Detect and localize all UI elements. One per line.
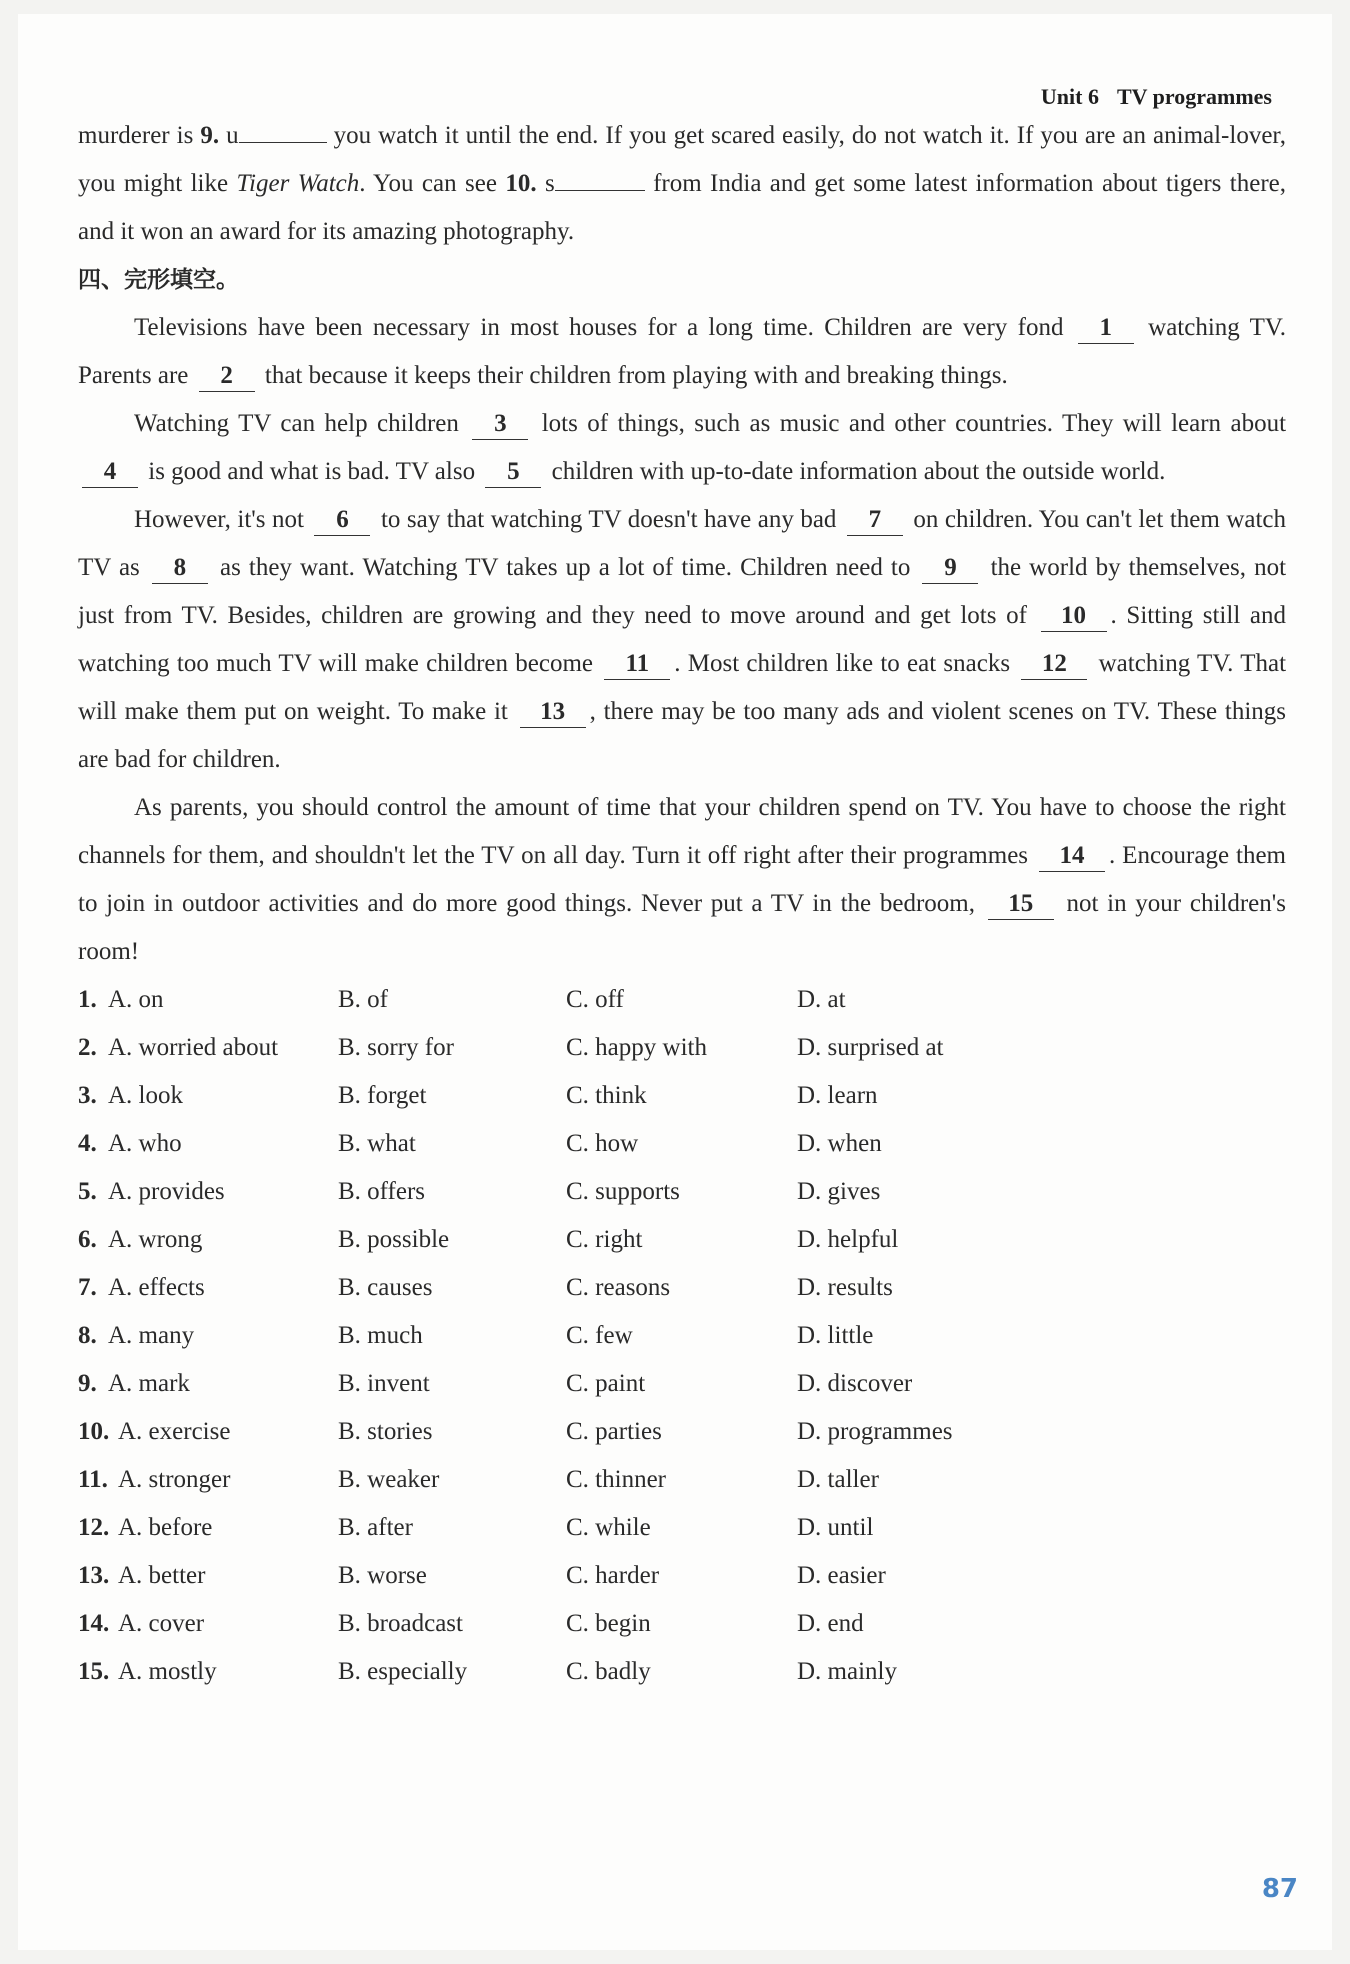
- text: the world by themselves, not just from TV. Besides, children are growing and they need to move around and get lots of: [78, 554, 1287, 629]
- blank-11[interactable]: 11: [604, 649, 670, 680]
- text: as they want. Watching TV takes up a lot of time. Children need to: [219, 554, 911, 581]
- option-a[interactable]: A. before: [118, 1514, 213, 1541]
- option-c[interactable]: C. while: [566, 1514, 651, 1541]
- option-c[interactable]: C. badly: [566, 1658, 651, 1685]
- option-b[interactable]: B. stories: [338, 1418, 433, 1445]
- blank-9[interactable]: 9: [922, 553, 978, 584]
- option-row: [78, 1408, 1286, 1456]
- option-number: 6.: [78, 1226, 97, 1253]
- option-a[interactable]: A. better: [118, 1562, 206, 1589]
- option-d[interactable]: D. at: [797, 986, 846, 1013]
- option-b[interactable]: B. causes: [338, 1274, 433, 1301]
- option-row: [78, 1120, 1286, 1168]
- option-b[interactable]: B. possible: [338, 1226, 450, 1253]
- option-d[interactable]: D. until: [797, 1514, 874, 1541]
- option-c[interactable]: C. paint: [566, 1370, 646, 1397]
- option-a[interactable]: A. stronger: [118, 1466, 231, 1493]
- option-row: [78, 976, 1286, 1024]
- blank-2[interactable]: 2: [199, 361, 255, 392]
- option-b[interactable]: B. much: [338, 1322, 423, 1349]
- option-a[interactable]: A. look: [108, 1082, 183, 1109]
- option-a[interactable]: A. wrong: [108, 1226, 203, 1253]
- option-d[interactable]: D. easier: [797, 1562, 886, 1589]
- option-row: [78, 1072, 1286, 1120]
- option-number: 15.: [78, 1658, 110, 1685]
- text: . You can see: [359, 170, 506, 197]
- blank-14[interactable]: 14: [1039, 841, 1105, 872]
- option-c[interactable]: C. begin: [566, 1610, 651, 1637]
- text: is good and what is bad. TV also: [148, 458, 476, 485]
- text: on children. You can't let them watch TV as: [78, 506, 1287, 581]
- option-d[interactable]: D. surprised at: [797, 1034, 944, 1061]
- option-row: [78, 1360, 1286, 1408]
- option-number: 13.: [78, 1562, 110, 1589]
- blank-6[interactable]: 6: [314, 505, 370, 536]
- option-row: [78, 1504, 1286, 1552]
- text: . Encourage them to join in outdoor activities and do more good things. Never put a TV in the bedroom,: [78, 842, 1287, 917]
- question-number: 9.: [200, 122, 220, 149]
- option-b[interactable]: B. what: [338, 1130, 416, 1157]
- option-b[interactable]: B. worse: [338, 1562, 427, 1589]
- text: watching TV. That will make them put on weight. To make it: [78, 650, 1287, 725]
- text: not in your children's room!: [78, 890, 1287, 965]
- question-number: 10.: [505, 170, 537, 197]
- option-number: 7.: [78, 1274, 97, 1301]
- text: . Most children like to eat snacks: [674, 650, 1011, 677]
- option-number: 5.: [78, 1178, 97, 1205]
- answer-options: [78, 976, 1286, 1696]
- blank-15[interactable]: 15: [988, 889, 1054, 920]
- text: , there may be too many ads and violent scenes on TV. These things are bad for children.: [78, 698, 1287, 773]
- text: you watch it until the end. If you get scared easily, do not watch it. If you are an animal-lover, you might like: [78, 122, 1286, 197]
- option-a[interactable]: A. provides: [108, 1178, 225, 1205]
- blank-13[interactable]: 13: [520, 697, 586, 728]
- option-number: 2.: [78, 1034, 97, 1061]
- option-a[interactable]: A. effects: [108, 1274, 205, 1301]
- option-row: [78, 1264, 1286, 1312]
- option-c[interactable]: C. few: [566, 1322, 633, 1349]
- option-a[interactable]: A. on: [108, 986, 164, 1013]
- option-b[interactable]: B. after: [338, 1514, 413, 1541]
- answer-line[interactable]: [239, 116, 327, 143]
- option-number: 1.: [78, 986, 97, 1013]
- text: children with up-to-date information about the outside world.: [551, 458, 1166, 485]
- option-d[interactable]: D. gives: [797, 1178, 881, 1205]
- page-header: [1041, 84, 1272, 110]
- option-d[interactable]: D. helpful: [797, 1226, 899, 1253]
- top-passage: [78, 112, 1286, 256]
- text: lots of things, such as music and other countries. They will learn about: [541, 410, 1287, 437]
- option-c[interactable]: C. off: [566, 986, 624, 1013]
- option-c[interactable]: C. parties: [566, 1418, 662, 1445]
- answer-line[interactable]: [555, 164, 645, 191]
- blank-10[interactable]: 10: [1041, 601, 1107, 632]
- option-d[interactable]: D. taller: [797, 1466, 879, 1493]
- unit-label: Unit 6: [1040, 84, 1099, 109]
- option-c[interactable]: C. supports: [566, 1178, 680, 1205]
- option-row: [78, 1456, 1286, 1504]
- option-number: 4.: [78, 1130, 97, 1157]
- option-number: 9.: [78, 1370, 97, 1397]
- blank-8[interactable]: 8: [152, 553, 208, 584]
- text: that because it keeps their children from playing with and breaking things.: [264, 362, 1008, 389]
- option-a[interactable]: A. exercise: [118, 1418, 231, 1445]
- option-d[interactable]: D. end: [797, 1610, 864, 1637]
- option-b[interactable]: B. weaker: [338, 1466, 440, 1493]
- option-row: [78, 1024, 1286, 1072]
- worksheet-content: [78, 112, 1286, 1696]
- option-d[interactable]: D. little: [797, 1322, 874, 1349]
- text: from India and get some latest information about tigers there, and it won an award for its amazing photography.: [78, 170, 1287, 245]
- option-row: [78, 1600, 1286, 1648]
- text: s: [536, 170, 555, 197]
- blank-5[interactable]: 5: [485, 457, 541, 488]
- option-d[interactable]: D. discover: [797, 1370, 913, 1397]
- option-number: 12.: [78, 1514, 110, 1541]
- option-b[interactable]: B. invent: [338, 1370, 430, 1397]
- option-d[interactable]: D. mainly: [797, 1658, 897, 1685]
- blank-12[interactable]: 12: [1021, 649, 1087, 680]
- option-c[interactable]: C. reasons: [566, 1274, 671, 1301]
- option-row: [78, 1216, 1286, 1264]
- option-a[interactable]: A. mark: [108, 1370, 190, 1397]
- option-row: [78, 1312, 1286, 1360]
- option-b[interactable]: B. of: [338, 986, 388, 1013]
- text: to say that watching TV doesn't have any bad: [380, 506, 837, 533]
- option-a[interactable]: A. cover: [118, 1610, 205, 1637]
- option-row: [78, 1168, 1286, 1216]
- option-d[interactable]: D. results: [797, 1274, 893, 1301]
- option-a[interactable]: A. mostly: [118, 1658, 217, 1685]
- unit-title: TV programmes: [1116, 84, 1272, 109]
- option-c[interactable]: C. harder: [566, 1562, 660, 1589]
- option-b[interactable]: B. offers: [338, 1178, 426, 1205]
- option-b[interactable]: B. sorry for: [338, 1034, 454, 1061]
- option-c[interactable]: C. right: [566, 1226, 643, 1253]
- option-a[interactable]: A. worried about: [108, 1034, 279, 1061]
- text: However, it's not: [134, 506, 304, 533]
- option-a[interactable]: A. many: [108, 1322, 195, 1349]
- section-title: 四、完形填空。: [78, 267, 239, 293]
- paragraph-4: [78, 784, 1286, 976]
- option-b[interactable]: B. forget: [338, 1082, 427, 1109]
- option-number: 11.: [78, 1466, 108, 1493]
- blank-7[interactable]: 7: [847, 505, 903, 536]
- paragraph-2: [78, 400, 1286, 496]
- option-c[interactable]: C. happy with: [566, 1034, 707, 1061]
- option-row: [78, 1552, 1286, 1600]
- option-number: 8.: [78, 1322, 97, 1349]
- text: As parents, you should control the amount of time that your children spend on TV. You have to choose the right channels for them, and shouldn't let the TV on all day. Turn it off right after their programmes: [78, 794, 1286, 869]
- text: Televisions have been necessary in most houses for a long time. Children are very fond: [134, 314, 1064, 341]
- option-number: 14.: [78, 1610, 110, 1637]
- text: u: [219, 122, 239, 149]
- programme-title: Tiger Watch: [236, 170, 360, 197]
- option-a[interactable]: A. who: [108, 1130, 182, 1157]
- option-c[interactable]: C. thinner: [566, 1466, 666, 1493]
- option-b[interactable]: B. especially: [338, 1658, 468, 1685]
- option-c[interactable]: C. how: [566, 1130, 639, 1157]
- text: . Sitting still and watching too much TV will make children become: [78, 602, 1287, 677]
- text: Watching TV can help children: [134, 410, 459, 437]
- paragraph-1: [78, 304, 1286, 400]
- option-d[interactable]: D. when: [797, 1130, 882, 1157]
- blank-3[interactable]: 3: [472, 409, 528, 440]
- option-b[interactable]: B. broadcast: [338, 1610, 463, 1637]
- option-d[interactable]: D. programmes: [797, 1418, 953, 1445]
- option-c[interactable]: C. think: [566, 1082, 647, 1109]
- paragraph-3: [78, 496, 1286, 784]
- option-number: 3.: [78, 1082, 97, 1109]
- blank-1[interactable]: 1: [1078, 313, 1134, 344]
- text: watching TV. Parents are: [78, 314, 1287, 389]
- text: murderer is: [78, 122, 201, 149]
- page-number: 87: [1261, 1874, 1298, 1904]
- option-number: 10.: [78, 1418, 110, 1445]
- option-d[interactable]: D. learn: [797, 1082, 878, 1109]
- option-row: [78, 1648, 1286, 1696]
- blank-4[interactable]: 4: [82, 457, 138, 488]
